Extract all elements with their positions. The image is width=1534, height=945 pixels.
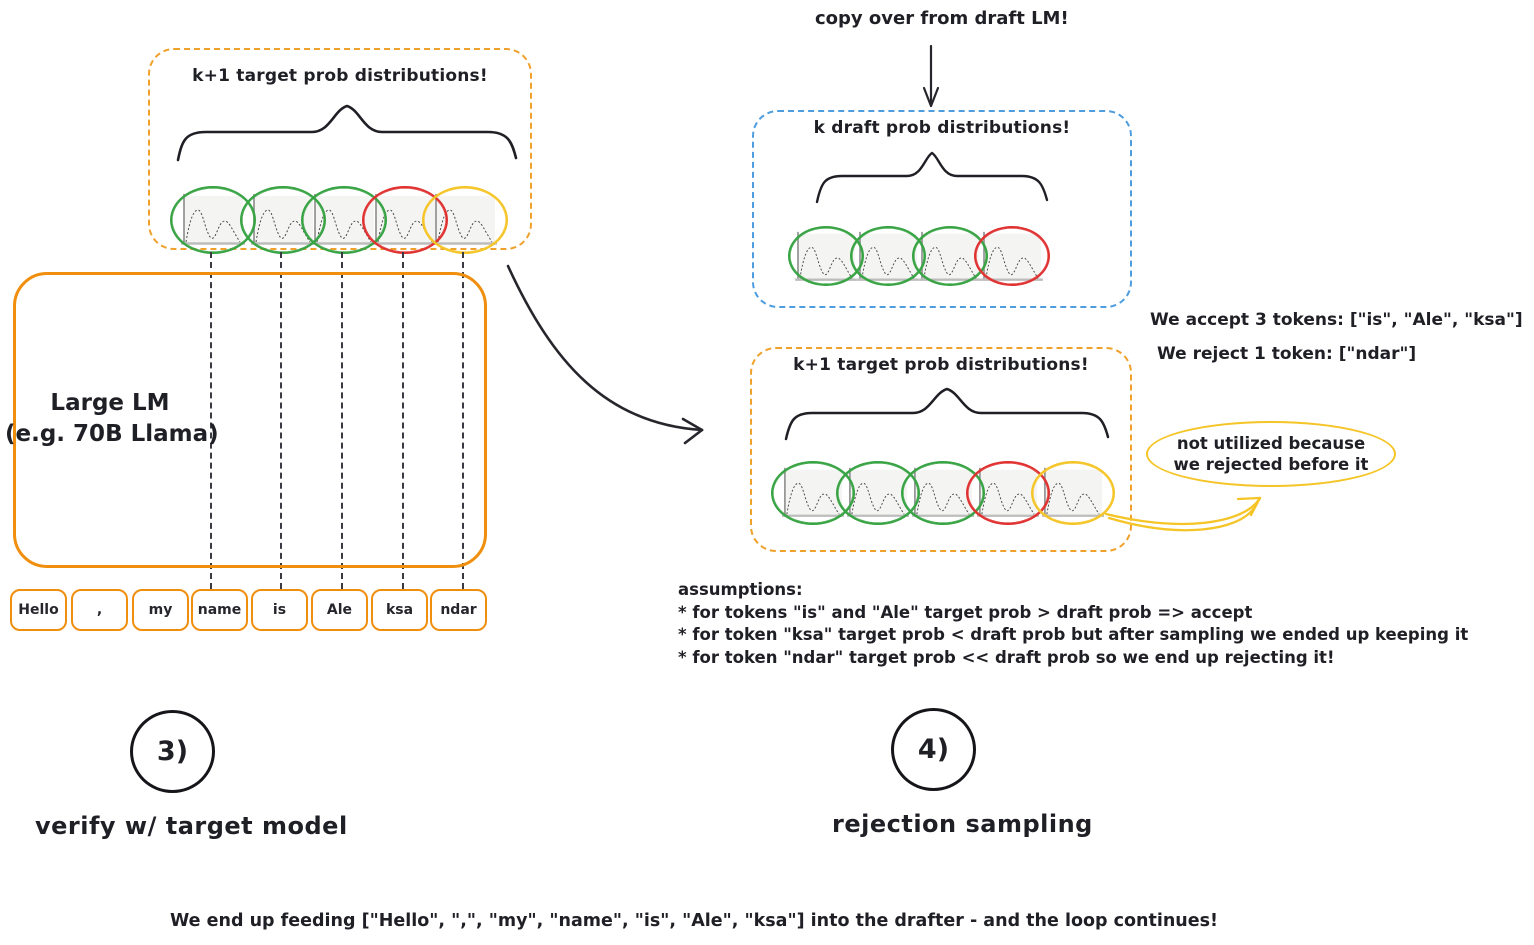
large-lm-label bbox=[5, 388, 219, 450]
step-label-rejection: rejection sampling bbox=[832, 810, 1093, 838]
token-box bbox=[71, 589, 128, 631]
step-number: 3) bbox=[156, 736, 189, 767]
assumption-item: * for token "ksa" target prob < draft prob but after sampling we ended up keeping it bbox=[678, 625, 1469, 644]
distribution-circle bbox=[974, 226, 1050, 286]
footer-note: We end up feeding ["Hello", ",", "my", "name", "is", "Ale", "ksa"] into the drafter - and the loop continues! bbox=[170, 911, 1219, 931]
target-box-1-title: k+1 target prob distributions! bbox=[192, 66, 488, 86]
copy-over-label: copy over from draft LM! bbox=[815, 8, 1069, 29]
curly-brace-icon bbox=[780, 385, 1114, 443]
token-label: my bbox=[148, 602, 173, 618]
callout-line1: not utilized because bbox=[1176, 434, 1366, 453]
target-distributions-box-1 bbox=[148, 48, 532, 250]
draft-box-title: k draft prob distributions! bbox=[813, 118, 1071, 138]
step-number: 4) bbox=[917, 734, 950, 765]
target-distributions-box-2 bbox=[750, 347, 1132, 552]
token-label: Hello bbox=[18, 602, 59, 618]
step-label-verify: verify w/ target model bbox=[35, 812, 348, 840]
reject-note: We reject 1 token: ["ndar"] bbox=[1157, 344, 1417, 364]
distribution-circle bbox=[1031, 461, 1115, 525]
token-label: ksa bbox=[385, 602, 414, 618]
flow-arrow bbox=[508, 266, 702, 443]
target-box-2-title: k+1 target prob distributions! bbox=[793, 355, 1089, 375]
token-box bbox=[251, 589, 308, 631]
large-lm-line1: Large LM bbox=[50, 390, 170, 416]
callout-bubble bbox=[1146, 421, 1396, 487]
distribution-circle bbox=[422, 186, 508, 254]
token-label: Ale bbox=[326, 602, 353, 618]
token-label: name bbox=[197, 602, 242, 618]
token-box bbox=[371, 589, 428, 631]
token-box bbox=[430, 589, 487, 631]
token-box bbox=[132, 589, 189, 631]
token-label: is bbox=[272, 602, 287, 618]
step-circle-4 bbox=[891, 708, 976, 791]
token-box bbox=[10, 589, 67, 631]
assumption-item: * for token "ndar" target prob << draft prob so we end up rejecting it! bbox=[678, 647, 1335, 667]
step-circle-3 bbox=[130, 710, 215, 793]
assumptions-heading: assumptions: bbox=[678, 580, 803, 599]
token-label: ndar bbox=[440, 602, 477, 618]
down-arrow bbox=[924, 46, 938, 106]
token-box bbox=[191, 589, 248, 631]
token-box bbox=[311, 589, 368, 631]
curly-brace-icon bbox=[812, 150, 1052, 206]
accept-note: We accept 3 tokens: ["is", "Ale", "ksa"] bbox=[1150, 310, 1523, 330]
assumption-item: * for tokens "is" and "Ale" target prob > draft prob => accept bbox=[678, 602, 1253, 622]
callout-line2: we rejected before it bbox=[1173, 455, 1369, 474]
large-lm-line2: (e.g. 70B Llama) bbox=[5, 421, 219, 447]
curly-brace-icon bbox=[172, 102, 522, 164]
token-label: , bbox=[96, 602, 103, 618]
assumptions-block bbox=[678, 579, 1468, 669]
draft-distributions-box bbox=[752, 110, 1132, 308]
